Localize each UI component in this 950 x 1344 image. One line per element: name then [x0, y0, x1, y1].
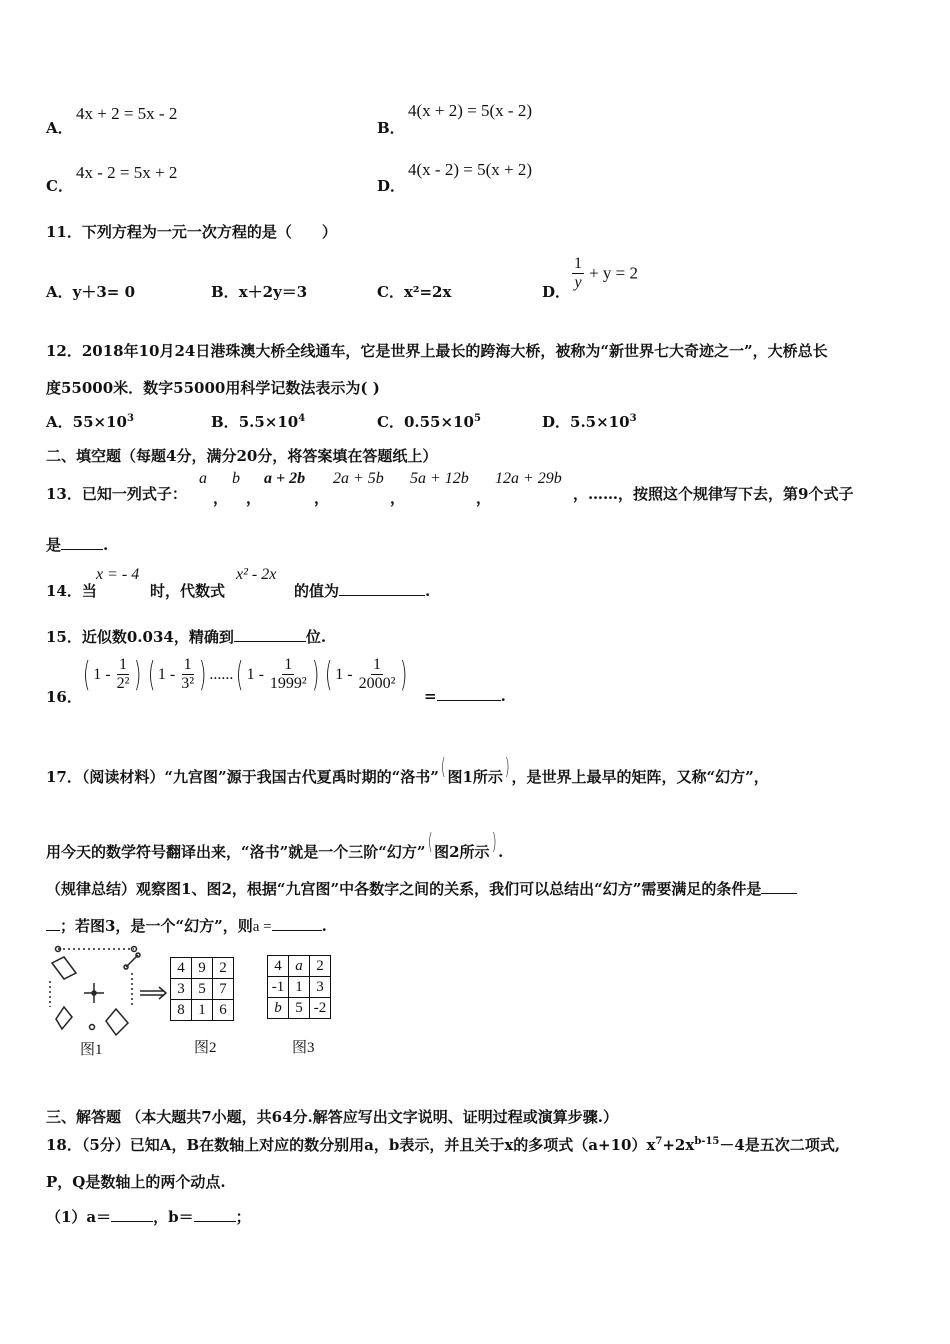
q13-term-5: 5a + 12b	[410, 470, 469, 487]
q11-option-c: C．x²=2x	[377, 283, 452, 301]
q11-stem: 11．下列方程为一元一次方程的是（ ）	[46, 223, 337, 241]
q17-a-blank[interactable]	[272, 916, 322, 931]
luoshu-diagram	[44, 945, 172, 1040]
fig2-grid: 4 9 2 3 5 7 8 1 6	[170, 957, 234, 1021]
q12-option-c: C．$0.55\times 10^5$	[377, 413, 481, 431]
q13-comma-2: ，	[246, 489, 262, 507]
q12-option-d: D．$5.5\times 10^3$	[542, 413, 637, 431]
q12-line2: 度55000米．数字55000用科学记数法表示为( )	[46, 379, 380, 397]
q10-option-b-label: B．	[377, 119, 405, 137]
q13-term-4: 2a + 5b	[333, 470, 384, 487]
q10-option-d-label: D．	[377, 177, 406, 195]
fig3-caption: 图3	[292, 1040, 315, 1056]
q10-option-a-label: A．	[46, 119, 73, 137]
q14-mid: 时，代数式	[150, 582, 226, 600]
q18-line2: P，Q是数轴上的两个动点.	[46, 1173, 226, 1191]
q16-answer-blank[interactable]	[437, 686, 501, 701]
q11-option-d-expr: $\frac{1}{y}$ + y = 2	[574, 255, 639, 292]
q17-line3: （规律总结）观察图1、图2，根据“九宫图”中各数字之间的关系，我们可以总结出“幻方”需要满足的条件是	[46, 878, 797, 899]
q14-pre: 14．当	[46, 582, 97, 600]
fig1-caption: 图1	[80, 1042, 103, 1058]
q12-option-a: A．$55\times 10^3$	[46, 413, 134, 431]
q15-line: 15．近似数0.034，精确到 位.	[46, 628, 327, 646]
q10-option-b-expr: 4(x + 2) = 5(x - 2)	[408, 101, 532, 120]
q18-a-blank[interactable]	[111, 1207, 153, 1222]
q13-answer-blank[interactable]	[61, 535, 103, 550]
q13-comma-1: ，	[213, 489, 229, 507]
q11-option-b: B．x＋2y＝3	[211, 283, 308, 301]
q15-answer-blank[interactable]	[234, 627, 306, 642]
section3-heading: 三、解答题 （本大题共7小题，共64分.解答应写出文字说明、证明过程或演算步骤.）	[46, 1108, 618, 1126]
q13-comma-3: ，	[314, 489, 330, 507]
q18-line1: 18．（5分）已知A，B在数轴上对应的数分别用a，b表示，并且关于x的多项式$(a+10)x^7+2x^{b-15}-4$是五次二项式,	[46, 1136, 841, 1154]
q17-line1: 17．（阅读材料）“九宫图”源于我国古代夏禹时期的“洛书”( 图1所示) ，是世界上最早的矩阵，又称“幻方”，	[46, 755, 769, 786]
q14-cond: x = - 4	[96, 566, 140, 583]
q10-option-c-label: C．	[46, 177, 73, 195]
q18-part1: （1）a＝ ，b＝ ；	[46, 1208, 251, 1226]
q12-option-b: B．$5.5\times 10^4$	[211, 413, 306, 431]
q13-term-2: b	[232, 470, 240, 487]
magic-square-figures	[44, 945, 344, 1065]
q13-suffix: ，……，按照这个规律写下去，第9个式子	[573, 485, 854, 503]
q17-line4: ；若图3，是一个“幻方”，则a = .	[46, 915, 327, 936]
fig2-caption: 图2	[194, 1040, 217, 1056]
q10-option-a-expr: 4x + 2 = 5x - 2	[76, 104, 178, 123]
q14-answer-blank[interactable]	[339, 581, 425, 596]
q13-comma-5: ，	[476, 489, 492, 507]
fig3-grid: 4 a 2 -1 1 3 b 5 -2	[267, 955, 331, 1019]
q14-expr: x² - 2x	[236, 566, 277, 583]
q11-option-d-label: D．	[542, 283, 571, 301]
section2-heading: 二、填空题（每题4分，满分20分，将答案填在答题纸上）	[46, 447, 438, 465]
q13-comma-4: ，	[390, 489, 406, 507]
q13-prefix: 13．已知一列式子：	[46, 485, 187, 503]
q10-option-c-expr: 4x - 2 = 5x + 2	[76, 163, 178, 182]
q13-term-1: a	[199, 470, 207, 487]
q13-term-6: 12a + 29b	[495, 470, 562, 487]
q14-post: 的值为 .	[294, 582, 431, 600]
q10-option-d-expr: 4(x - 2) = 5(x + 2)	[408, 160, 532, 179]
q17-condition-blank[interactable]	[761, 879, 797, 894]
q13-line2: 是 .	[46, 536, 109, 554]
q16-tail: = .	[424, 687, 506, 705]
q16-expression: ( 1 - $\frac{1}{\text{2²}}$ ) ( 1 - $\frac{1}{\text{3²}}$ ) ...... ( 1 - $\frac{1}{\text{1999²}}$ ) ( 1 - $\frac{1}{\text{2000²}}$ )	[82, 654, 408, 695]
q17-line2: 用今天的数学符号翻译出来，“洛书”就是一个三阶“幻方”( 图2所示) .	[46, 830, 504, 861]
q12-line1: 12．2018年10月24日港珠澳大桥全线通车，它是世界上最长的跨海大桥，被称为“新世界七大奇迹之一”，大桥总长	[46, 342, 828, 360]
q13-term-3: a + 2b	[264, 470, 306, 487]
q18-b-blank[interactable]	[194, 1207, 236, 1222]
q16-label: 16．	[46, 688, 82, 706]
q11-option-a: A．y＋3= 0	[46, 283, 136, 301]
